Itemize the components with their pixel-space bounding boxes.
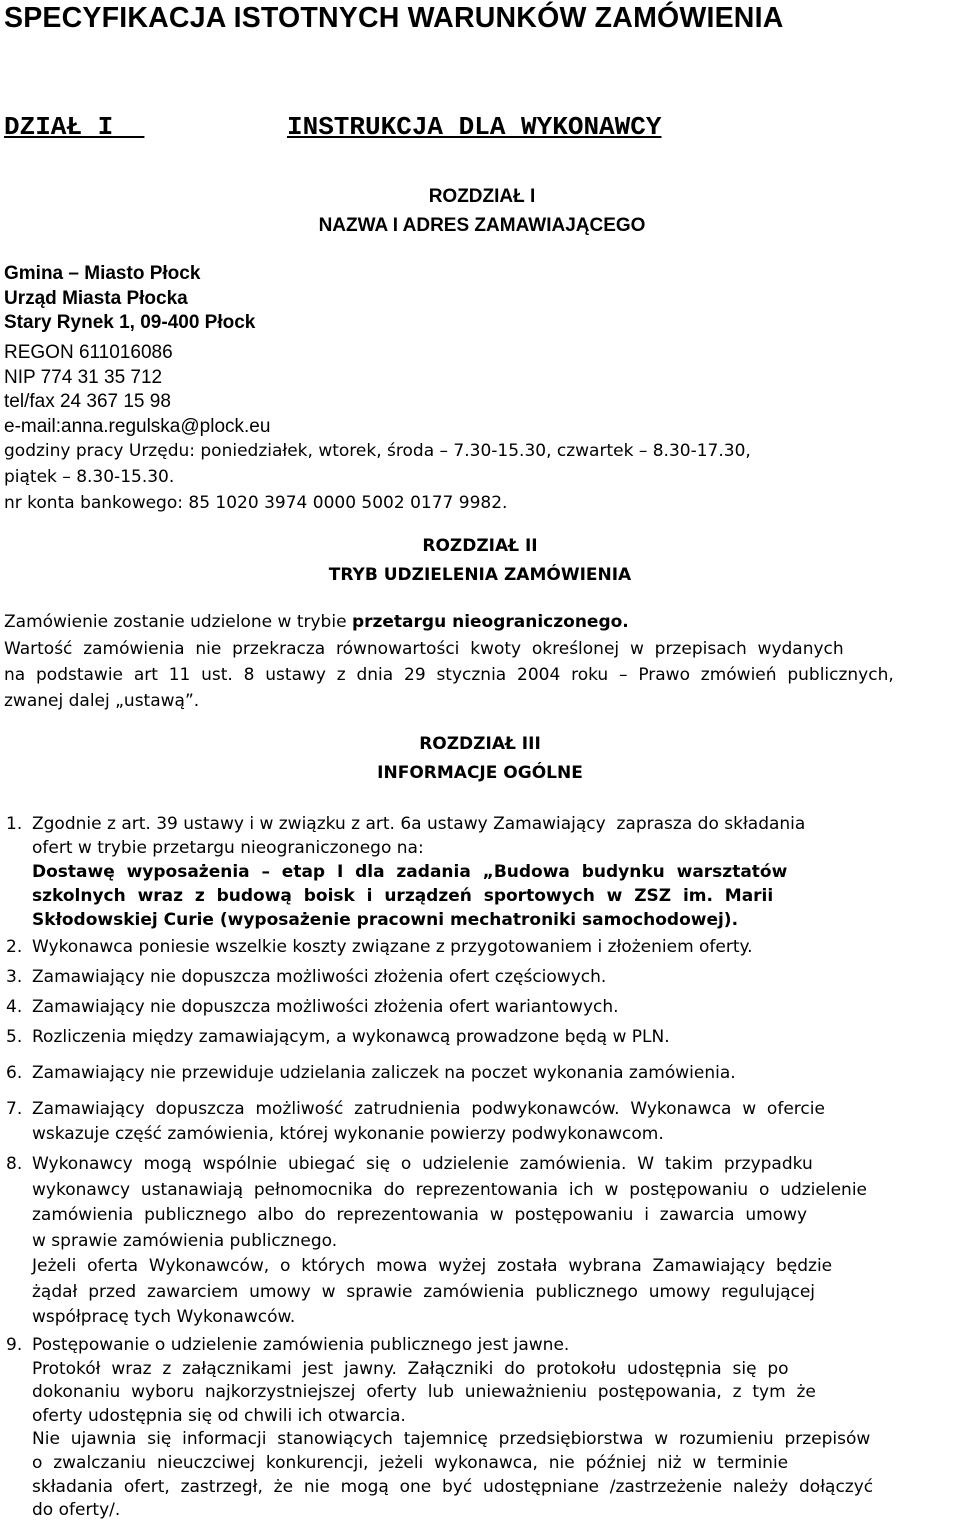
contact-block	[4, 341, 270, 439]
item-number: 1.	[6, 814, 23, 834]
item-number: 5.	[6, 1027, 23, 1047]
text-line: w sprawie zamówienia publicznego.	[32, 1230, 338, 1251]
procedure-text: Zamówienie zostanie udzielone w trybie	[4, 612, 352, 632]
value-paragraph	[4, 636, 956, 714]
item-text: Wykonawca poniesie wszelkie koszty związane z przygotowaniem i złożeniem oferty.	[32, 937, 753, 957]
item-text: Rozliczenia między zamawiającym, a wykonawcą prowadzone będą w PLN.	[32, 1027, 670, 1047]
text-line: ofert w trybie przetargu nieograniczonego na:	[32, 838, 424, 858]
item-text: Zamawiający nie przewiduje udzielania zaliczek na poczet wykonania zamówienia.	[32, 1063, 736, 1083]
phone-fax: tel/fax 24 367 15 98	[4, 391, 171, 412]
procedure-line	[4, 612, 629, 632]
text-line: dokonaniu wyboru najkorzystniejszej oferty lub unieważnieniu postępowania, z tym że	[32, 1382, 816, 1403]
item-text	[32, 1097, 956, 1147]
item-text	[32, 1152, 956, 1331]
chapter-3-heading: ROZDZIAŁ III	[419, 734, 541, 754]
text-line: Wartość zamówienia nie przekracza równowartości kwoty określonej w przepisach wydanych	[4, 639, 844, 659]
text-line: Postępowanie o udzielenie zamówienia publicznego jest jawne.	[32, 1335, 570, 1355]
bank-account: nr konta bankowego: 85 1020 3974 0000 5002 0177 9982.	[4, 493, 508, 513]
chapter-2-subheading: TRYB UDZIELENIA ZAMÓWIENIA	[328, 565, 632, 585]
item-number: 2.	[6, 937, 23, 957]
item-number: 7.	[6, 1099, 23, 1119]
item-number: 9.	[6, 1335, 23, 1355]
text-line: wskazuje część zamówienia, której wykonanie powierzy podwykonawcom.	[32, 1124, 664, 1144]
nip: NIP 774 31 35 712	[4, 366, 163, 388]
regon: REGON 611016086	[4, 342, 173, 363]
text-line: żądał przed zawarciem umowy w sprawie zamówienia publicznego umowy regulującej	[32, 1281, 816, 1302]
item-number: 8.	[6, 1154, 23, 1174]
text-line: składania ofert, zastrzegł, że nie mogą one być udostępniane /zastrzeżenie należy dołączyć	[32, 1476, 874, 1497]
text-line: Zamawiający dopuszcza możliwość zatrudnienia podwykonawców. Wykonawca w ofercie	[32, 1099, 825, 1119]
text-line: współpracę tych Wykonawców.	[32, 1307, 296, 1327]
hours-line: godziny pracy Urzędu: poniedziałek, wtorek, środa – 7.30-15.30, czwartek – 8.30-17.30,	[4, 441, 751, 461]
text-line: Dostawę wyposażenia – etap I dla zadania „Budowa budynku warsztatów	[32, 862, 788, 882]
item-number: 3.	[6, 967, 23, 987]
text-line: Zgodnie z art. 39 ustawy i w związku z art. 6a ustawy Zamawiający zaprasza do składania	[32, 814, 806, 834]
item-text: Zamawiający nie dopuszcza możliwości złożenia ofert częściowych.	[32, 967, 607, 987]
hours-line: piątek – 8.30-15.30.	[4, 467, 175, 487]
address-line: Gmina – Miasto Płock	[4, 263, 201, 284]
text-line: Wykonawcy mogą wspólnie ubiegać się o udzielenie zamówienia. W takim przypadku	[32, 1154, 813, 1174]
item-number: 6.	[6, 1063, 23, 1083]
text-line: Protokół wraz z załącznikami jest jawny. Załączniki do protokołu udostępnia się po	[32, 1358, 789, 1379]
text-line: Nie ujawnia się informacji stanowiących tajemnicę przedsiębiorstwa w rozumieniu przepisów	[32, 1429, 871, 1450]
text-line: zamówienia publicznego albo do reprezentowania w postępowaniu i zawarcia umowy	[32, 1205, 808, 1225]
item-number: 4.	[6, 997, 23, 1017]
chapter-1-subheading: NAZWA I ADRES ZAMAWIAJĄCEGO	[318, 215, 646, 236]
text-line: do oferty/.	[32, 1500, 121, 1521]
address-line: Stary Rynek 1, 09-400 Płock	[4, 312, 256, 333]
text-line: szkolnych wraz z budową boisk i urządzeń sportowych w ZSZ im. Marii	[32, 886, 774, 906]
text-line: Skłodowskiej Curie (wyposażenie pracowni mechatroniki samochodowej).	[32, 910, 739, 930]
text-line: zwanej dalej „ustawą”.	[4, 691, 200, 711]
address-block	[4, 262, 255, 336]
item-text	[32, 812, 956, 932]
chapter-3-subheading: INFORMACJE OGÓLNE	[377, 763, 583, 783]
text-line: oferty udostępnia się od chwili ich otwarcia.	[32, 1405, 406, 1426]
procedure-mode: przetargu nieograniczonego.	[351, 612, 629, 632]
text-line: Jeżeli oferta Wykonawców, o których mowa wyżej została wybrana Zamawiający będzie	[32, 1256, 833, 1276]
item-text	[32, 1334, 956, 1523]
document-title: SPECYFIKACJA ISTOTNYCH WARUNKÓW ZAMÓWIENIA	[4, 2, 784, 34]
chapter-2-heading: ROZDZIAŁ II	[422, 536, 538, 556]
section-title: INSTRUKCJA DLA WYKONAWCY	[287, 112, 662, 142]
chapter-1-heading: ROZDZIAŁ I	[428, 186, 536, 207]
item-text: Zamawiający nie dopuszcza możliwości złożenia ofert wariantowych.	[32, 997, 619, 1017]
text-line: o zwalczaniu nieuczciwej konkurencji, jeżeli wykonawca, nie później niż w terminie	[32, 1452, 789, 1473]
office-hours	[4, 438, 956, 516]
address-line: Urząd Miasta Płocka	[4, 287, 188, 309]
text-line: na podstawie art 11 ust. 8 ustawy z dnia 29 stycznia 2004 roku – Prawo zmówień publicznych,	[4, 665, 894, 685]
section-label: DZIAŁ I	[4, 112, 145, 142]
email[interactable]: e-mail:anna.regulska@plock.eu	[4, 415, 271, 437]
text-line: wykonawcy ustanawiają pełnomocnika do reprezentowania ich w postępowaniu o udzielenie	[32, 1179, 868, 1200]
